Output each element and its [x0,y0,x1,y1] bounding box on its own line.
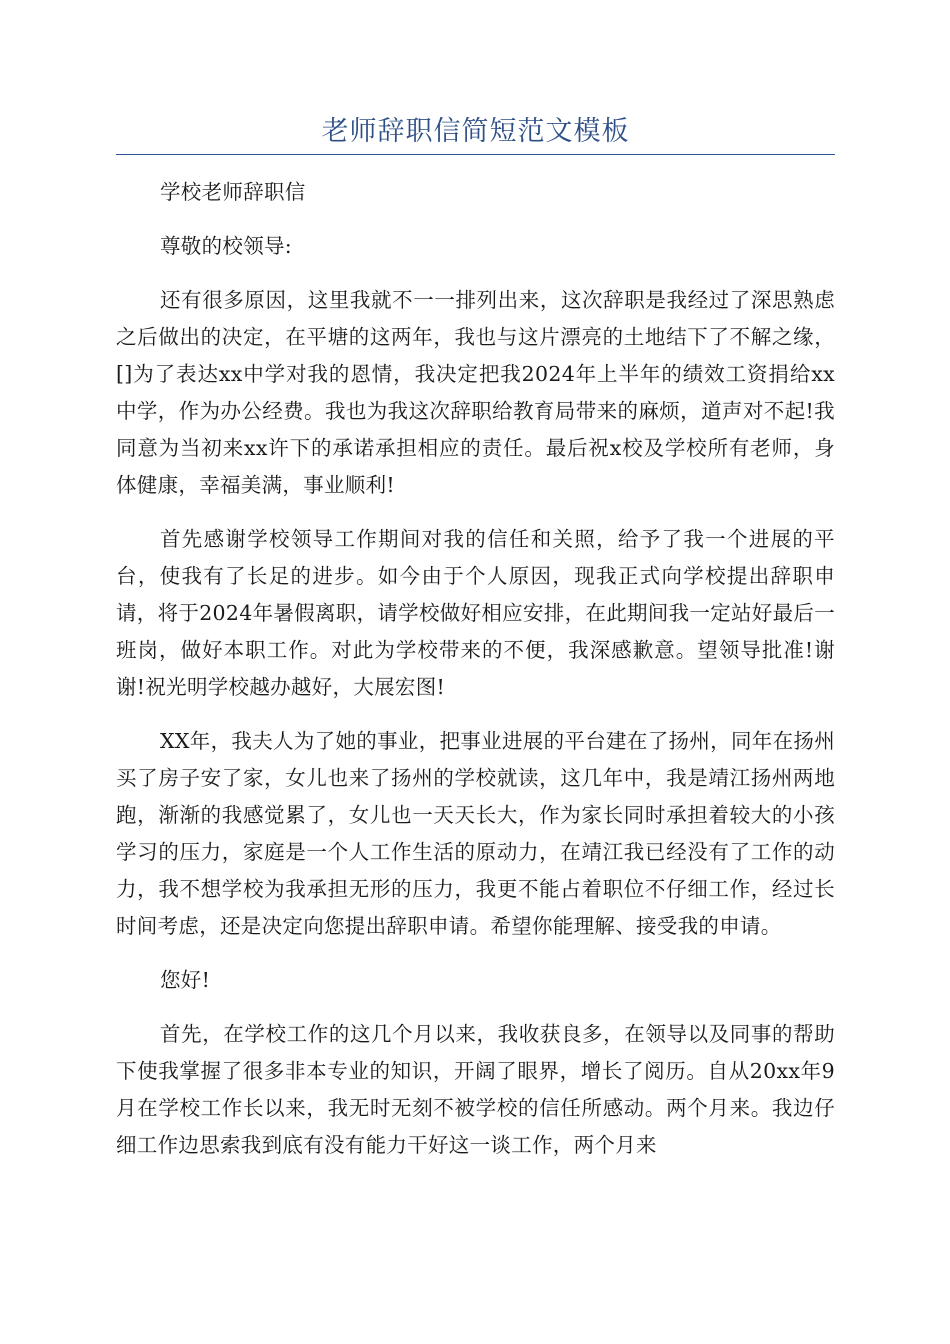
paragraph: 首先，在学校工作的这几个月以来，我收获良多，在领导以及同事的帮助下使我掌握了很多非本专业的知识，开阔了眼界，增长了阅历。自从20xx年9月在学校工作长以来，我无时无刻不被学校的信任所感动。两个月来。我边仔细工作边思索我到底有没有能力干好这一谈工作，两个月来 [116,1022,835,1157]
document-title: 老师辞职信简短范文模板 [321,116,630,147]
paragraph: 还有很多原因，这里我就不一一排列出来，这次辞职是我经过了深思熟虑之后做出的决定，在平塘的这两年，我也与这片漂亮的土地结下了不解之缘，[]为了表达xx中学对我的恩情，我决定把我2024年上半年的绩效工资捐给xx中学，作为办公经费。我也为我这次辞职给教育局带来的麻烦，道声对不起!我同意为当初来xx许下的承诺承担相应的责任。最后祝x校及学校所有老师，身体健康，幸福美满，事业顺利! [116,288,835,497]
paragraph-salutation: 尊敬的校领导: [160,234,293,258]
document-body [116,174,835,1181]
paragraph-heading: 学校老师辞职信 [160,180,306,204]
paragraph: XX年，我夫人为了她的事业，把事业进展的平台建在了扬州，同年在扬州买了房子安了家，女儿也来了扬州的学校就读，这几年中，我是靖江扬州两地跑，渐渐的我感觉累了，女儿也一天天长大，作为家长同时承担着较大的小孩学习的压力，家庭是一个人工作生活的原动力，在靖江我已经没有了工作的动力，我不想学校为我承担无形的压力，我更不能占着职位不仔细工作，经过长时间考虑，还是决定向您提出辞职申请。希望你能理解、接受我的申请。 [116,729,835,938]
title-underline [116,154,835,155]
paragraph-greeting: 您好! [160,968,211,992]
paragraph: 首先感谢学校领导工作期间对我的信任和关照，给予了我一个进展的平台，使我有了长足的进步。如今由于个人原因，现我正式向学校提出辞职申请，将于2024年暑假离职，请学校做好相应安排，在此期间我一定站好最后一班岗，做好本职工作。对此为学校带来的不便，我深感歉意。望领导批准!谢谢!祝光明学校越办越好，大展宏图! [116,527,835,699]
